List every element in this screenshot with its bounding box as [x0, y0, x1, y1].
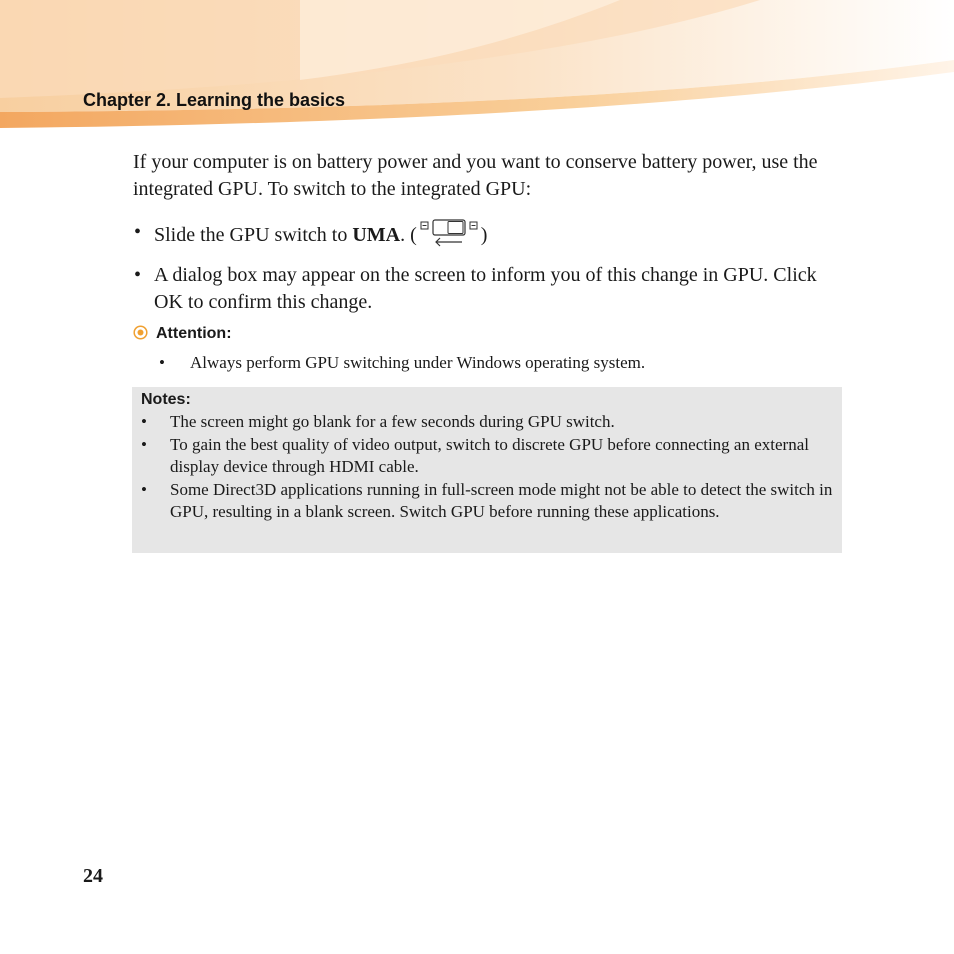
page-number: 24: [83, 865, 103, 887]
bullet-marker: •: [141, 412, 147, 431]
bullet-marker: •: [159, 353, 165, 372]
list-item: [159, 351, 839, 374]
list-item: [133, 262, 833, 316]
steps-list: [133, 219, 833, 323]
note-text: The screen might go blank for a few seconds during GPU switch.: [170, 412, 615, 431]
step-punct-close: ): [480, 224, 488, 246]
list-item: [133, 219, 833, 255]
attention-list: [159, 351, 839, 374]
bullet-marker: •: [141, 480, 147, 499]
attention-icon: [133, 325, 148, 345]
chapter-title: Chapter 2. Learning the basics: [83, 90, 346, 110]
bullet-marker: •: [134, 221, 142, 243]
notes-list: [141, 411, 836, 524]
attention-label: Attention:: [156, 325, 232, 342]
note-text: To gain the best quality of video output, switch to discrete GPU before connecting an external display device through HDMI cable.: [170, 435, 809, 476]
attention-text: Always perform GPU switching under Windows operating system.: [190, 353, 646, 372]
step-text: Slide the GPU switch to: [154, 224, 353, 246]
step-punct-open: . (: [400, 224, 417, 246]
notes-box: [132, 387, 842, 553]
note-text: Some Direct3D applications running in full-screen mode might not be able to detect the switch in GPU, resulting in a blank screen. Switch GPU before running these applications.: [170, 480, 833, 521]
list-item: [141, 434, 836, 478]
list-item: [141, 479, 836, 523]
header-band: [0, 0, 954, 140]
bullet-marker: •: [134, 264, 142, 286]
attention-heading: [133, 325, 232, 345]
notes-title: Notes:: [141, 391, 191, 408]
list-item: [141, 411, 836, 433]
intro-paragraph: If your computer is on battery power and you want to conserve battery power, use the integrated GPU. To switch to the integrated GPU:: [133, 151, 818, 200]
uma-label: UMA: [352, 224, 401, 246]
gpu-switch-icon: [419, 219, 479, 255]
step-text: A dialog box may appear on the screen to inform you of this change in GPU. Click OK to confirm this change.: [154, 264, 817, 313]
bullet-marker: •: [141, 435, 147, 454]
